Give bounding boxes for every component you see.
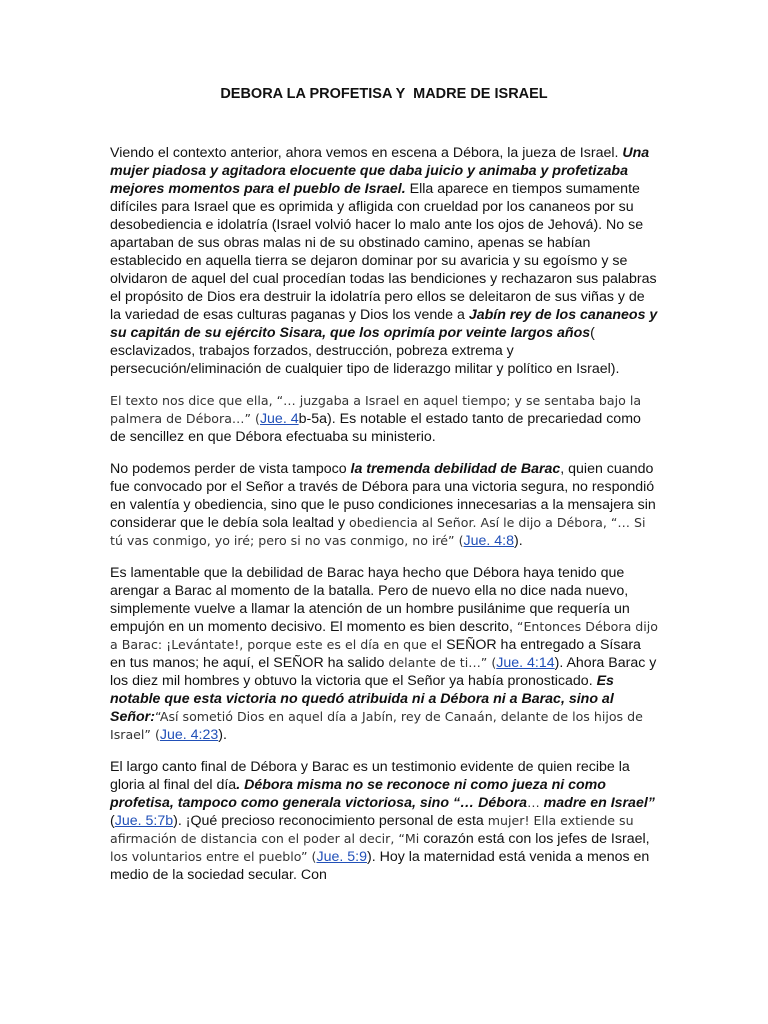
document-title: DEBORA LA PROFETISA Y MADRE DE ISRAEL xyxy=(220,86,548,102)
body-paragraph xyxy=(110,460,658,550)
body-text: , quien cuando fue convocado por el Señor a través de Débora para una victoria segura, no respondió en valentía y obediencia, sino que le puso condiciones innecesarias a la mensajera sin considerar que le debía sola lealtad y xyxy=(110,461,656,531)
body-paragraph xyxy=(110,564,658,744)
body-text: ( esclavizados, trabajos forzados, destrucción, pobreza extrema y persecución/eliminación de cualquier tipo de liderazgo militar y político en Israel). xyxy=(110,325,620,377)
scripture-reference-link[interactable]: Jue. 5:7b xyxy=(114,813,174,829)
body-text: Viendo el contexto anterior, ahora vemos en escena a Débora, la jueza de Israel. xyxy=(110,145,623,161)
quote-text: El texto nos dice que ella, “… juzgaba a Israel en aquel tiempo; y se sentaba bajo la palmera de Débora…” ( xyxy=(110,393,642,426)
scripture-reference-link[interactable]: Jue. 4:14 xyxy=(496,655,555,671)
emphasis-text: Jabín rey de los cananeos y su capitán de su ejército Sisara, que los oprimía por veinte largos años xyxy=(110,307,658,341)
body-text: No podemos perder de vista tampoco xyxy=(110,461,351,477)
quote-text: delante de ti…” ( xyxy=(388,655,497,670)
body-text: b-5a). Es notable el estado tanto de precariedad como de sencillez en que Débora efectuaba su ministerio. xyxy=(110,411,641,445)
scripture-reference-link[interactable]: Jue. 4:8 xyxy=(463,533,514,549)
quote-text: … xyxy=(527,795,544,810)
body-text: Es lamentable que la debilidad de Barac haya hecho que Débora haya tenido que arengar a Barac al momento de la batalla. Pero de nuevo ella no dice nada nuevo, simplemente vuelve a llamar la atención de un hombre pusilánime que requería un empujón en un momento decisivo. El momento es bien descrito, xyxy=(110,565,630,635)
emphasis-text: la tremenda debilidad de Barac xyxy=(350,461,561,477)
body-paragraph xyxy=(110,392,658,446)
quote-text: “Entonces Débora dijo a Barac: ¡Levántate!, porque este es el día en que el xyxy=(110,619,658,652)
body-text: Ella aparece en tiempos sumamente difíciles para Israel que es oprimida y afligida con crueldad por los cananeos por su desobediencia e idolatría (Israel volvió hacer lo malo ante los ojos de Jehová). No se apartaban de sus obras malas ni de su obstinado camino, apenas se habían establecido en aquella tierra se dejaron dominar por su avaricia y su egoísmo y se olvidaron de aquel del cual procedían todas las bendiciones y rechazaron sus palabras el propósito de Dios era destruir la idolatría pero ellos se deleitaron de sus viñas y de la variedad de esas culturas paganas y Dios los vende a xyxy=(110,181,657,323)
body-text: ). xyxy=(513,533,523,549)
body-paragraph xyxy=(110,758,658,884)
quote-text: los voluntarios entre el pueblo” ( xyxy=(110,849,317,864)
quote-text: “Así sometió Dios en aquel día a Jabín, rey de Canaán, delante de los hijos de Israel” ( xyxy=(110,709,643,742)
body-text: ). Hoy la maternidad está venida a menos en medio de la sociedad secular. Con xyxy=(110,849,650,883)
emphasis-text: Es notable que esta victoria no quedó atribuida ni a Débora ni a Barac, sino al Señor: xyxy=(110,673,614,725)
body-text: ( xyxy=(110,813,115,829)
body-text: El largo canto final de Débora y Barac es un testimonio evidente de quien recibe la gloria al final del día xyxy=(110,759,630,793)
body-text: ). ¡Qué precioso reconocimiento personal de esta xyxy=(173,813,488,829)
body-text: ). Ahora Barac y los diez mil hombres y obtuvo la victoria que el Señor ya había pronosticado. xyxy=(110,655,657,689)
scripture-reference-link[interactable]: Jue. 4 xyxy=(259,411,299,427)
emphasis-text: Una mujer piadosa y agitadora elocuente que daba juicio y animaba y profetizaba mejores momentos para el pueblo de Israel. xyxy=(110,145,650,197)
quote-text: mujer! Ella extiende su afirmación de distancia con el poder al decir, “Mi xyxy=(110,813,634,846)
body-text: SEÑOR ha entregado a Sísara en tus manos; he aquí, el SEÑOR ha salido xyxy=(110,637,641,671)
scripture-reference-link[interactable]: Jue. 5:9 xyxy=(316,849,367,865)
body-text: corazón está con los jefes de Israel, xyxy=(423,831,650,847)
emphasis-text: . Débora misma no se reconoce ni como jueza ni como profetisa, tampoco como generala victoriosa, sino “… Débora xyxy=(110,777,606,811)
body-text: ). xyxy=(218,727,227,743)
emphasis-text: madre en Israel” xyxy=(543,795,655,811)
quote-text: obediencia al Señor. Así le dijo a Débora, “… Si tú vas conmigo, yo iré; pero si no vas conmigo, no iré” ( xyxy=(110,515,646,548)
document-body xyxy=(110,144,658,884)
body-paragraph xyxy=(110,144,658,378)
scripture-reference-link[interactable]: Jue. 4:23 xyxy=(159,727,219,743)
